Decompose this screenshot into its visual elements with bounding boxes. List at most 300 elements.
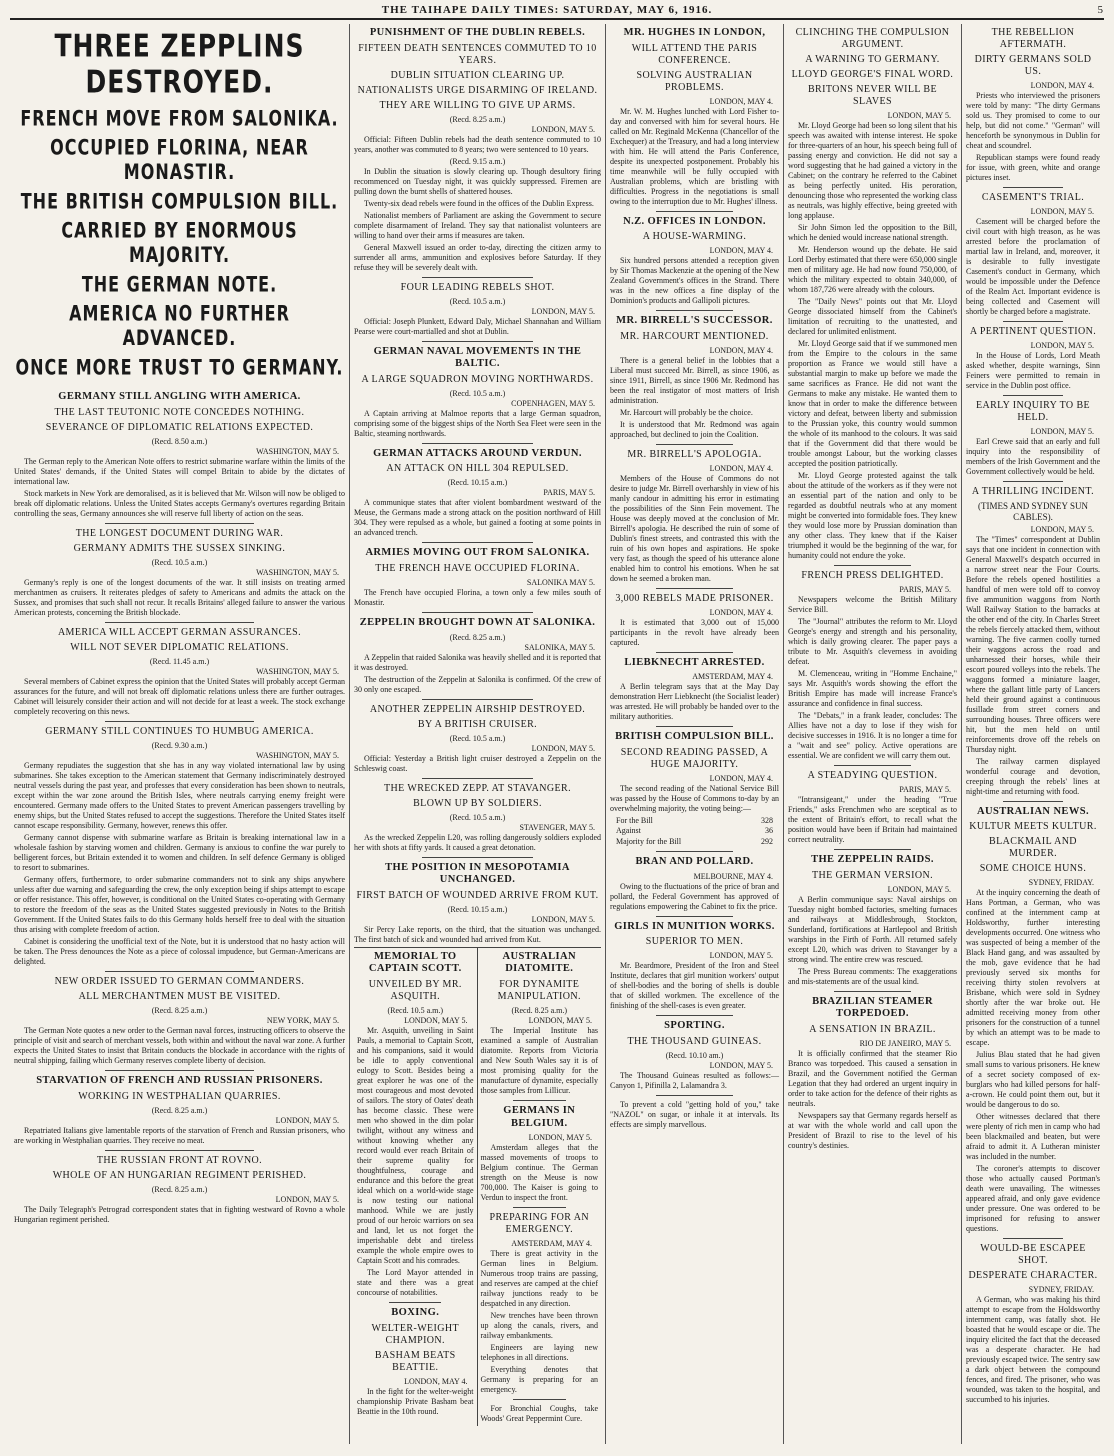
article-paragraph: Mr. Lloyd George said that if we summoned men from the Empire to the colours in the same proportion as France we would still have a substantial margin to make up before we made the same sacrifices as France. He did not want the Germans to make any mistake. He wanted them to know that in order to make the difference between victory and defeat, between liberty and submission to the Prussian yoke, this country would summon the whole of its manhood to the colours. It was said that if the Government did that there would be trouble amongst Labour, but the working classes accepted the position patriotically. <box>788 339 957 468</box>
article-paragraph: Six hundred persons attended a reception given by Sir Thomas Mackenzie at the opening of the New Zealand Government's offices in the Strand. There was in the new offices a fine display of the Dominion's products and Gallipoli pictures. <box>610 256 779 306</box>
vote-row <box>610 826 779 836</box>
article-paragraph: In the House of Lords, Lord Meath asked whether, despite warnings, Sinn Feiners were permitted to remain in service in the Dublin post office. <box>966 351 1100 390</box>
received-time: (Recd. 8.25 a.m.) <box>511 1005 568 1015</box>
article <box>610 856 779 912</box>
received-time: (Recd. 8.50 a.m.) <box>151 437 208 446</box>
article-paragraph: There is a general belief in the lobbies that a Liberal must succeed Mr. Birrell, as since 1906, as since 1911, Birrell, as since 1906 Mr. Redmond has been the real instigator of most matters of Irish administration. <box>610 355 779 405</box>
dateline: WASHINGTON, MAY 5. <box>256 447 339 456</box>
article-paragraph: Official: Fifteen Dublin rebels had the death sentence commuted to 10 years, another was commuted to 8 years; two were sentenced to 10 years. <box>354 134 601 154</box>
dateline: COPENHAGEN, MAY 5. <box>511 398 595 408</box>
article <box>788 854 957 987</box>
article-paragraph: Members of the House of Commons do not desire to judge Mr. Birrell overharshly in view of his manly candour in admitting his error in estimating the possibilities of the Sinn Fein movement. The House was deeply moved at the conclusion of Mr. Birrell's apologia. He described the ruin of some of Dublin's finest streets, and contrasted this with the ruin of his own hopes and aspirations. He spoke very fast, as though the speed of his utterance alone enabled him to control his emotions. When he sat down he seemed a broken man. <box>610 473 779 583</box>
article-paragraph: Cabinet is considering the unofficial text of the Note, but it is understood that no hasty action will be taken. The Press denounces the Note as a piece of colossal impudence, but German-Americans are delighted. <box>14 937 345 966</box>
article-paragraph: Owing to the fluctuations of the price of bran and pollard, the Federal Government has approved of regulations empowering the Cabinet to fix the price. <box>610 881 779 911</box>
article-subhead: (TIMES AND SYDNEY SUN CABLES). <box>978 501 1088 522</box>
divider <box>656 652 732 653</box>
dateline: NEW YORK, MAY 5. <box>266 1016 339 1025</box>
article-paragraph: Sir Percy Lake reports, on the third, that the situation was unchanged. The first batch of sick and wounded had arrived from Kut. <box>354 924 601 944</box>
article-paragraph: The coroner's attempts to discover those who actually caused Portman's death were unavailing. The witnesses appeared afraid, and only gave evidence under pressure. One was ordered to be imprisoned for refusing to answer questions. <box>966 1164 1100 1234</box>
article-paragraph: Newspapers say that Germany regards herself as at war with the whole world and call upon the President of Brazil to rise to the level of his country's destinies. <box>788 1110 957 1150</box>
article-headline: NEW ORDER ISSUED TO GERMAN COMMANDERS. <box>54 976 305 987</box>
divider <box>389 1302 441 1303</box>
article-paragraph: Other witnesses declared that there were plenty of rich men in camp who had been blackmailed and beaten, but were afraid to admit it. A Lutheran minister was included in the number. <box>966 1112 1100 1162</box>
split-left <box>354 948 478 1426</box>
article <box>14 976 345 1066</box>
article-headline: PREPARING FOR AN EMERGENCY. <box>489 1212 589 1236</box>
article-paragraph: A Berlin communique says: Naval airships on Tuesday night bombed factories, smelting furnaces and railways at Middlesbrough, Stockton, Sunderland, fortifications at Hartlepool and British warships in the Firth of Forth. All returned safely except L20, which was driven to Stavanger by a strong wind. The entire crew was rescued. <box>788 894 957 964</box>
vote-row <box>610 837 779 847</box>
article-paragraph: Mr. Harcourt will probably be the choice. <box>620 407 753 417</box>
article-headline: LIEBKNECHT ARRESTED. <box>624 656 765 668</box>
article-subhead: WILL ATTEND THE PARIS CONFERENCE. <box>631 42 758 66</box>
article-paragraph: It is understood that Mr. Redmond was again approached, but declined to join the Coalition. <box>610 419 779 439</box>
dateline: LONDON, MAY 5. <box>531 306 595 316</box>
article <box>14 528 345 618</box>
article-subhead: NATIONALISTS URGE DISARMING OF IRELAND. <box>357 84 598 96</box>
received-time: (Recd. 8.25 a.m.) <box>449 114 506 124</box>
article-paragraph: Germany offers, furthermore, to order submarine commanders not to sink any ships anywhere unless after due warning and safeguarding the crew, the only exception being if ships attempt to escape or offer resistance. This offer, however, is conditional on the United States co-operating with Germany to restore the freedom of the seas as the United States suggested previously in Notes to the British Government. If the United States fails to do this Germany holds herself free to deal with the situation thus arising with complete freedom of action. <box>14 875 345 934</box>
article-headline: AUSTRALIAN NEWS. <box>976 805 1089 817</box>
dateline: LONDON, MAY 4. <box>709 96 773 106</box>
divider <box>834 991 910 992</box>
article-paragraph: The French have occupied Florina, a town only a few miles south of Monastir. <box>354 587 601 607</box>
split-right <box>478 948 602 1426</box>
article <box>14 1075 345 1146</box>
divider <box>105 1150 254 1151</box>
article-subhead: A HOUSE-WARMING. <box>642 231 747 243</box>
article-headline: 3,000 REBELS MADE PRISONER. <box>615 592 774 604</box>
article-headline: GERMANY STILL ANGLING WITH AMERICA. <box>58 391 301 403</box>
article-paragraph: Mr. Henderson wound up the debate. He said Lord Derby estimated that there were 650,000 single men of military age. He had now found 750,000, of which the military expected to obtain 340,000, of whom 187,726 were already with the colours. <box>788 245 957 294</box>
divider <box>656 726 732 727</box>
article <box>354 617 601 695</box>
article-headline: BOXING. <box>391 1306 440 1318</box>
received-time: (Recd. 10.5 a.m.) <box>387 1005 444 1015</box>
advertisement: To prevent a cold "getting hold of you," take "NAZOL" on sugar, or inhale it at intervals. Its effects are simply marvellous. <box>610 1099 779 1129</box>
article <box>610 731 779 847</box>
article-headline: GERMANY STILL CONTINUES TO HUMBUG AMERICA. <box>45 726 314 737</box>
dateline: LONDON, MAY 4. <box>404 1376 468 1386</box>
vote-count: 292 <box>761 836 773 846</box>
article <box>966 1243 1100 1405</box>
article-subhead: SECOND READING PASSED, A HUGE MAJORITY. <box>620 746 769 770</box>
article <box>354 862 601 945</box>
article-subhead: SEVERANCE OF DIPLOMATIC RELATIONS EXPECTED. <box>45 422 314 433</box>
article-subhead: AN ATTACK ON HILL 304 REPULSED. <box>386 463 569 475</box>
article-paragraph: Several members of Cabinet express the opinion that the United States will probably accept German assurances for the future, and will not break off diplomatic relations unless there are further outrages. Cabinet will leisurely consider their action and will not decide for at least a week. The stock exchange completely recovering on this news. <box>14 677 345 716</box>
divider <box>105 721 254 722</box>
article-headline: CASEMENT'S TRIAL. <box>981 192 1085 203</box>
article-headline: AMERICA WILL ACCEPT GERMAN ASSURANCES. <box>57 627 302 638</box>
article-paragraph: Everything denotes that Germany is preparing for an emergency. <box>480 1365 598 1395</box>
dateline: WASHINGTON, MAY 5. <box>256 751 339 760</box>
divider <box>656 851 732 852</box>
article <box>354 448 601 539</box>
article-paragraph: Germany repudiates the suggestion that she has in any way violated international law by using submarines. She takes exception to the American statement that Germany indiscriminately destroyed neutral vessels during the past year, and professes that every consideration has been shown to neutrals, except within the war zone around the British Isles, where neutrals carrying enemy freight were encountered. Germany made offers to the United States to prevent American passengers travelling by enemy ships, but the United States refused to accept the suggestions. Therefore the United States itself cannot escape responsibility. Germany, however, renews this offer. <box>14 761 345 830</box>
article <box>788 996 957 1151</box>
main-headline: THREE ZEPPLINS DESTROYED. <box>54 27 305 100</box>
divider <box>422 612 533 613</box>
article-paragraph: General Maxwell issued an order to-day, directing the citizen army to surrender all arms, ammunition and explosives before Saturday. If they refuse they will be severely dealt with. <box>354 242 601 272</box>
article-paragraph: A Zeppelin that raided Salonika was heavily shelled and it is reported that it was destroyed. <box>354 652 601 672</box>
article-paragraph: M. Clemenceau, writing in "Homme Enchaine," says Mr. Asquith's words showing the effort the British Empire has made will increase France's assurance and confidence in final success. <box>788 669 957 708</box>
received-time: (Recd. 10.15 a.m.) <box>447 478 508 488</box>
headline-line: ONCE MORE TRUST TO GERMANY. <box>15 354 344 381</box>
article-paragraph: Julius Blau stated that he had given small sums to various prisoners. He knew of a secret society composed of ex-burglars who had killed persons for half-a-crown. He could point them out, but it would be dangerous to do so. <box>966 1050 1100 1110</box>
divider <box>656 310 732 311</box>
article-subhead: BASHAM BEATS BEATTIE. <box>374 1349 456 1373</box>
dateline: LONDON, MAY 5. <box>887 111 951 120</box>
article-paragraph: Mr. W. M. Hughes lunched with Lord Fisher to-day and conversed with him for several hours. He called on Mr. Reginald McKenna (Chancellor of the Exchequer) at the Treasury, and had a long interview with him. He will attend the Paris Conference, despite its unexpected postponement. Probably his time meanwhile will be fully occupied with Australian problems, which are bristling with difficulties. Progress in the negotiations is small owing to the interruption due to Mr. Hughes' illness. <box>610 106 779 206</box>
article-paragraph: There is great activity in the German lines in Belgium. Numerous troop trains are passing, and reserves are camped at the chief railway junctions ready to be despatched in any direction. <box>480 1249 598 1309</box>
divider <box>105 1070 254 1071</box>
article-subhead: BY A BRITISH CRUISER. <box>417 718 538 730</box>
article-paragraph: Amsterdam alleges that the massed movements of troops to Belgium continue. The German strength on the Meuse is now 700,000. The Kaiser is going to Verdun to inspect the front. <box>480 1143 598 1203</box>
dateline: WASHINGTON, MAY 5. <box>256 568 339 577</box>
article-paragraph: The railway carmen displayed wonderful courage and devotion, creeping through the rebels' lines at night-time and returning with food. <box>966 756 1100 796</box>
article-subhead: A LARGE SQUADRON MOVING NORTHWARDS. <box>361 373 594 385</box>
article-subhead: DUBLIN SITUATION CLEARING UP. <box>390 69 565 81</box>
received-time: (Recd. 9.30 a.m.) <box>151 741 208 750</box>
vote-row <box>610 816 779 826</box>
column-2 <box>350 24 606 1444</box>
article-paragraph: As the wrecked Zeppelin L20, was rolling dangerously soldiers exploded her with shots at fifty yards. It caused a great detonation. <box>354 832 601 852</box>
article <box>354 704 601 774</box>
article-headline: ANOTHER ZEPPELIN AIRSHIP DESTROYED. <box>369 703 586 715</box>
dateline: LONDON, MAY 5. <box>1030 427 1094 436</box>
divider <box>1003 1238 1063 1239</box>
divider <box>656 1095 732 1096</box>
dateline: LONDON, MAY 4. <box>709 773 773 783</box>
article <box>610 593 779 648</box>
article-headline: BRITISH COMPULSION BILL. <box>615 731 774 743</box>
divider <box>105 523 254 524</box>
dateline: STAVENGER, MAY 5. <box>519 822 595 832</box>
headline-line: OCCUPIED FLORINA, NEAR MONASTIR. <box>50 134 309 185</box>
article-subhead: WELTER-WEIGHT CHAMPION. <box>371 1322 460 1346</box>
article <box>610 27 779 207</box>
received-time: (Recd. 10.15 a.m.) <box>447 904 508 914</box>
article-paragraph: In the fight for the welter-weight championship Private Basham beat Beattie in the 10th round. <box>357 1386 474 1416</box>
article-paragraph: Twenty-six dead rebels were found in the offices of the Dublin Express. <box>364 198 594 208</box>
dateline: LONDON, MAY 4. <box>709 607 773 617</box>
article-subhead: LLOYD GEORGE'S FINAL WORD. <box>791 69 954 80</box>
split-section <box>354 947 601 1426</box>
vote-label: Majority for the Bill <box>616 836 682 846</box>
article-paragraph: It is estimated that 3,000 out of 15,000 participants in the revolt have already been captured. <box>610 617 779 647</box>
article-paragraph: In Dublin the situation is slowly clearing up. Though desultory firing recommenced on Tuesday night, it was quickly suppressed. Firemen are pulling down the burnt shells of shattered houses. <box>354 166 601 196</box>
article <box>14 1155 345 1225</box>
article-headline: ZEPPELIN BROUGHT DOWN AT SALONIKA. <box>359 616 596 628</box>
headline-line: CARRIED BY ENORMOUS MAJORITY. <box>61 217 298 268</box>
article <box>354 27 601 273</box>
article-subhead: A WARNING TO GERMANY. <box>805 54 940 65</box>
article-paragraph: Official: Yesterday a British light cruiser destroyed a Zeppelin on the Schleswig coast. <box>354 753 601 773</box>
divider <box>834 849 910 850</box>
article-paragraph: At the inquiry concerning the death of Hans Portman, a German, who was confined at the internment camp at Holdsworthy, further interesting developments occurred. One witness who was suspected of being a member of the Black Hand gang, and was assaulted by the mob, gave evidence that he had previously served six months for receiving thirty stolen revolvers at Brisbane, which were sold in Sydney shortly after the war broke out. He admitted receiving money from other prisoners for the construction of a tunnel by which an attempt was to be made to escape. <box>966 888 1100 1048</box>
article-subhead: FIFTEEN DEATH SENTENCES COMMUTED TO 10 YEARS. <box>358 42 597 66</box>
article-headline: STARVATION OF FRENCH AND RUSSIAN PRISONERS. <box>36 1075 323 1086</box>
masthead-title: THE TAIHAPE DAILY TIMES: SATURDAY, MAY 6, 1916. <box>381 4 713 16</box>
received-time: (Recd. 8.25 a.m.) <box>151 1105 208 1115</box>
article-paragraph: Casement will be charged before the civil court with high treason, as he was arrested before the proclamation of martial law in Ireland, and, moreover, it is desirable to fully investigate Casement's conduct in Germany, which would be impossible under the Defence of the Realm Act. Important evidence is being collected and Casement will shortly be charged before a magistrate. <box>966 217 1100 316</box>
divider <box>422 277 533 278</box>
article <box>354 547 601 608</box>
article-subhead: DIRTY GERMANS SOLD US. <box>974 54 1092 77</box>
received-time: (Recd. 10.5 a.m.) <box>151 558 208 567</box>
divider <box>422 341 533 342</box>
article-paragraph: The Lord Mayor attended in state and there was a great concourse of notabilities. <box>357 1267 474 1297</box>
article-subhead: THE FRENCH HAVE OCCUPIED FLORINA. <box>375 562 580 574</box>
article-paragraph: Mr. Beardmore, President of the Iron and Steel Institute, declares that girl munition workers' output of shell-bodies and the boring of shells is double that of skilled workmen. The excellence of the finishing of the shell-cases is even greater. <box>610 961 779 1011</box>
article <box>354 783 601 853</box>
article-paragraph: Sir John Simon led the opposition to the Bill, which he denied would increase national strength. <box>788 223 957 242</box>
article-headline: A PERTINENT QUESTION. <box>969 326 1097 337</box>
article-paragraph: A German, who was making his third attempt to escape from the Holdsworthy internment camp, was fatally shot. He boasted that he would escape or die. The inquiry elicited the fact that the deceased was a desperate character. He had previously escaped twice. The sentry saw a dark object between the compound fences, and fired. The prisoner, who was wounded, was taken to the hospital, and succumbed to his injuries. <box>966 1295 1100 1405</box>
dateline: PARIS, MAY 5. <box>543 488 595 498</box>
article-subhead: FOR DYNAMITE MANIPULATION. <box>497 978 581 1002</box>
dateline: LONDON, MAY 5. <box>531 743 595 753</box>
divider <box>422 443 533 444</box>
divider <box>422 857 533 858</box>
dateline: MELBOURNE, MAY 4. <box>693 871 773 881</box>
received-time: (Recd. 8.25 a.m.) <box>449 632 506 642</box>
dateline: SYDNEY, FRIDAY. <box>1028 878 1094 888</box>
divider <box>422 542 533 543</box>
dateline: PARIS, MAY 5. <box>899 785 951 794</box>
article-headline: CLINCHING THE COMPULSION ARGUMENT. <box>795 27 950 50</box>
headline-line: FRENCH MOVE FROM SALONIKA. <box>20 104 339 131</box>
article-paragraph: Stock markets in New York are demoralised, as it is believed that Mr. Wilson will now be obliged to break off diplomatic relations. Unless the United States accepts Germany's overtures regarding Britain controlling the seas, Germany announces she will reserve full liberty of action on the seas. <box>14 489 345 518</box>
article <box>788 770 957 845</box>
article-subhead: WILL NOT SEVER DIPLOMATIC RELATIONS. <box>70 642 289 653</box>
article-subhead: UNVEILED BY MR. ASQUITH. <box>368 978 462 1002</box>
article-paragraph: Mr. Lloyd George had been so long silent that his speech was awaited with intense interest. He spoke for three-quarters of an hour, his speech being full of passing energy and conviction. He did not say a word suggesting that he had gained a victory in the Cabinet; on the contrary he referred to the Cabinet as being perfectly united. His peroration, denouncing those who represented the working class as neutrals, was highly effective, being greeted with long applause. <box>788 121 957 220</box>
divider <box>656 588 732 589</box>
article-headline: ARMIES MOVING OUT FROM SALONIKA. <box>365 547 590 559</box>
article <box>610 315 779 440</box>
dateline: LONDON, MAY 4. <box>1030 81 1094 90</box>
article-paragraph: The "Times" correspondent at Dublin says that one incident in connection with General Maxwell's despatch occurred in a narrow street near the Four Courts. Before the rebels opened hostilities a handful of men were told off to convoy five ammunition waggons from North Wall Railway Station to the barracks at the other end of the city. In Charles Street the rebels fiercely attacked them, without warning. The five carmen coolly turned their waggons across the road and unharnessed their horses, while their escort poured volleys into the rebels. The waggons formed a miniature laager, where the gallant little party of Lancers held their ground against a continuous fusillade from street corners and surrounding houses. Three officers were hit, but the men held on until reinforcements drove off the rebels on Thursday night. <box>966 534 1100 754</box>
article-paragraph: The German Note quotes a new order to the German naval forces, instructing officers to observe the principle of visit and search of merchant vessels, both within and without the naval war zone. A further expects the United States to insist that Britain conducts the blockade in accordance with the rights of neutral shipping, failing which Germany reserves complete liberty of decision. <box>14 1026 345 1065</box>
article <box>966 192 1100 317</box>
dateline: PARIS, MAY 5. <box>899 585 951 594</box>
dateline: LONDON, MAY 5. <box>709 1060 773 1070</box>
article-headline: EARLY INQUIRY TO BE HELD. <box>975 400 1091 423</box>
article-headline: THE WRECKED ZEPP. AT STAVANGER. <box>384 782 571 794</box>
article-subhead: THEY ARE WILLING TO GIVE UP ARMS. <box>379 99 576 111</box>
received-time: (Recd. 10.5 a.m.) <box>449 733 506 743</box>
dateline: LONDON, MAY 5. <box>531 124 595 134</box>
divider <box>656 1015 732 1016</box>
article <box>966 486 1100 797</box>
article-subhead: BRITONS NEVER WILL BE SLAVES <box>807 84 938 107</box>
article <box>966 400 1100 477</box>
dateline: LONDON, MAY 5. <box>709 951 773 961</box>
dateline: SYDNEY, FRIDAY. <box>1028 1285 1094 1295</box>
divider <box>513 1207 566 1208</box>
divider <box>513 1100 566 1101</box>
article-paragraph: The Press Bureau comments: The exaggerations and mis-statements are of the usual kind. <box>788 966 957 986</box>
article-subhead: FIRST BATCH OF WOUNDED ARRIVE FROM KUT. <box>356 889 599 901</box>
vote-count: 36 <box>765 826 773 836</box>
dateline: LONDON, MAY 5. <box>404 1015 468 1025</box>
dateline: RIO DE JANEIRO, MAY 5. <box>859 1038 951 1048</box>
divider <box>1003 187 1063 188</box>
article-subhead: WORKING IN WESTPHALIAN QUARRIES. <box>78 1090 281 1102</box>
article <box>14 627 345 717</box>
article-paragraph: Nationalist members of Parliament are asking the Government to secure complete disarmament of Ireland. They say that nationalist volunteers are willing to hand over their arms if measures are taken. <box>354 210 601 240</box>
dateline: LONDON, MAY 4. <box>709 463 773 473</box>
article <box>788 27 957 561</box>
dateline: SALONIKA MAY 5. <box>526 577 595 587</box>
dateline: AMSTERDAM, MAY 4. <box>692 672 773 682</box>
received-time: (Recd. 10.5 a.m.) <box>449 296 506 306</box>
received-time: (Recd. 10.5 a.m.) <box>449 812 506 822</box>
article-headline: THE POSITION IN MESOPOTAMIA UNCHANGED. <box>385 861 570 886</box>
vote-label: Against <box>616 826 641 836</box>
article-subhead: A SENSATION IN BRAZIL. <box>809 1023 936 1035</box>
article <box>966 806 1100 1235</box>
article-subhead: WHOLE OF AN HUNGARIAN REGIMENT PERISHED. <box>52 1169 307 1181</box>
article-headline: THE RUSSIAN FRONT AT ROVNO. <box>96 1154 263 1166</box>
article-subhead: SOME CHOICE HUNS. <box>979 863 1087 875</box>
dateline: LONDON, MAY 5. <box>528 1133 592 1143</box>
article-headline: MR. BIRRELL'S SUCCESSOR. <box>616 315 773 327</box>
dateline: LONDON, MAY 5. <box>275 1194 339 1204</box>
article-subhead: THE GERMAN VERSION. <box>811 869 934 881</box>
article <box>610 449 779 584</box>
dateline: LONDON, MAY 5. <box>531 914 595 924</box>
masthead <box>10 4 1104 20</box>
article <box>14 391 345 519</box>
divider <box>656 916 732 917</box>
article <box>966 27 1100 183</box>
divider <box>105 622 254 623</box>
article-subhead: BLOWN UP BY SOLDIERS. <box>413 797 542 809</box>
article-headline: MEMORIAL TO CAPTAIN SCOTT. <box>368 950 462 975</box>
divider <box>513 1399 566 1400</box>
article-paragraph: Germany cannot dispense with submarine warfare as Britain is breaking international law in a wholesale fashion by starving women and children. Germany is anxious to confine the war purely to belligerent forces, but Britain extended it to women and children. In self defence Germany is obliged to resort to submarines. <box>14 833 345 872</box>
article-headline: THE LONGEST DOCUMENT DURING WAR. <box>75 528 284 539</box>
article-headline: BRAZILIAN STEAMER TORPEDOED. <box>812 995 933 1020</box>
article-paragraph: A Berlin telegram says that at the May Day demonstration Herr Liebknecht (the Socialist leader) was arrested. He will probably be handed over to the military authorities. <box>610 682 779 722</box>
article-subhead: KULTUR MEETS KULTUR. <box>969 821 1097 833</box>
article-headline: WOULD-BE ESCAPEE SHOT. <box>980 1243 1086 1267</box>
article-headline: AUSTRALIAN DIATOMITE. <box>502 950 576 975</box>
article-headline: PUNISHMENT OF THE DUBLIN REBELS. <box>369 27 586 38</box>
article-headline: THE ZEPPELIN RAIDS. <box>811 854 934 865</box>
article-paragraph: Germany's reply is one of the longest documents of the war. It still insists on treating armed merchantmen as cruisers. It reiterates pledges of safety to Americans and admits the attack on the Sussex, and promises that such shall not recur. It recalls Britains' alleged failure to answer the various American protests, concerning the British blockade. <box>14 578 345 617</box>
received-time: (Recd. 10.10 am.) <box>665 1050 724 1060</box>
article <box>14 726 345 967</box>
article-headline: GERMAN ATTACKS AROUND VERDUN. <box>373 447 582 459</box>
article-paragraph: Newspapers welcome the British Military Service Bill. <box>788 595 957 614</box>
article-subhead: SUPERIOR TO MEN. <box>645 936 744 948</box>
article-paragraph: Earl Crewe said that an early and full inquiry into the responsibility of members of the Irish Government and the Government collectively would be held. <box>966 437 1100 476</box>
article-headline: THE REBELLION AFTERMATH. <box>991 27 1075 50</box>
article <box>966 326 1100 391</box>
divider <box>834 765 910 766</box>
article-paragraph: Official: Joseph Plunkett, Edward Daly, Michael Shannahan and William Pearse were court-martialled and shot at Dublin. <box>354 316 601 336</box>
article-headline: SPORTING. <box>664 1020 725 1032</box>
divider <box>422 699 533 700</box>
article-subhead: MR. HARCOURT MENTIONED. <box>620 330 769 342</box>
column-4 <box>784 24 962 1444</box>
article-headline: FRENCH PRESS DELIGHTED. <box>801 570 944 581</box>
article-paragraph: The "Daily News" points out that Mr. Lloyd George dissociated himself from the Cabinet's limitation of recruiting to the unattested, and declared for unlimited enlistment. <box>788 297 957 336</box>
divider <box>105 971 254 972</box>
article-headline: MR. HUGHES IN LONDON, <box>623 27 766 38</box>
article-paragraph: The second reading of the National Service Bill was passed by the House of Commons to-day by an overwhelming majority, the voting being:— <box>610 783 779 813</box>
headline-line: AMERICA NO FURTHER ADVANCED. <box>69 300 290 351</box>
dateline: SALONIKA, MAY 5. <box>524 642 595 652</box>
received-time: (Recd. 11.45 a.m.) <box>149 657 210 666</box>
received-time: (Recd. 8.25 a.m.) <box>151 1006 208 1015</box>
article-headline: GIRLS IN MUNITION WORKS. <box>614 920 775 932</box>
divider <box>834 565 910 566</box>
dateline: LONDON, MAY 5. <box>1030 341 1094 350</box>
divider <box>1003 321 1063 322</box>
article <box>610 657 779 723</box>
vote-label: For the Bill <box>616 815 653 825</box>
vote-count: 328 <box>761 815 773 825</box>
article-paragraph: The German reply to the American Note offers to restrict submarine warfare within the limits of the United States' demands, if the United States will compel Britain to abide by the dictates of international law. <box>14 457 345 486</box>
article-headline: GERMAN NAVAL MOVEMENTS IN THE BALTIC. <box>373 345 582 370</box>
column-1 <box>10 24 350 1444</box>
article-subhead: GERMANY ADMITS THE SUSSEX SINKING. <box>73 543 286 554</box>
article-paragraph: A Captain arriving at Malmoe reports that a large German squadron, comprising some of the biggest ships of the North Sea Fleet were seen in the Baltic, steaming northwards. <box>354 408 601 438</box>
column-5 <box>962 24 1104 1444</box>
article-headline: A THRILLING INCIDENT. <box>971 486 1095 497</box>
received-time: (Recd. 10.5 a.m.) <box>449 388 506 398</box>
article-paragraph: The destruction of the Zeppelin at Salonika is confirmed. Of the crew of 30 only one escaped. <box>354 674 601 694</box>
received-time: (Recd. 9.15 a.m.) <box>449 156 506 166</box>
article-subhead: THE THOUSAND GUINEAS. <box>627 1035 762 1047</box>
article-headline: A STEADYING QUESTION. <box>807 770 938 781</box>
advertisement: For Bronchial Coughs, take Woods' Great Peppermint Cure. <box>480 1404 598 1424</box>
headline-line: THE BRITISH COMPULSION BILL. <box>20 188 339 214</box>
article-paragraph: Mr. Asquith, unveiling in Saint Pauls, a memorial to Captain Scott, and his companions, said it would be idle to apply conventional eulogy to Scott. Besides being a great explorer he was one of the most courageous and most devoted of sailors. The story of Oates' death has become classic. These were men who showed in the dim polar twilight, without any witness and without knowing whether any record would ever reach Britain of their supreme quality for thoughtfulness, courage and endurance and this before the great ideal which on a world-wide stage is now testing our national manhood. While we are justly proud of our heroic warriors on sea and land, let us not forget the imperishable debt and tireless example the whole empire owes to Captain Scott and his comrades. <box>357 1025 474 1265</box>
dateline: LONDON, MAY 5. <box>1030 207 1094 216</box>
dateline: LONDON, MAY 5. <box>275 1115 339 1125</box>
article-paragraph: Republican stamps were found ready for issue, with green, white and orange pictures inset. <box>966 153 1100 182</box>
article-paragraph: Engineers are laying new telephones in all directions. <box>480 1343 598 1363</box>
article <box>610 1020 779 1091</box>
article-subhead: THE LAST TEUTONIC NOTE CONCEDES NOTHING. <box>54 407 305 418</box>
article <box>788 570 957 761</box>
article-paragraph: Priests who interviewed the prisoners were told by many: "The dirty Germans sold us. They promised to come to our help, but did not come." "German" will henceforth be synonymous in Dublin for cheat and scoundrel. <box>966 91 1100 150</box>
article <box>354 282 601 337</box>
article <box>354 346 601 439</box>
article-paragraph: The "Debats," in a frank leader, concludes: The Allies have not a day to lose if they wish for decisive successes in 1916. It is no longer a time for a "wait and see" policy. Active operations are essential. We are confident we will carry them out. <box>788 711 957 760</box>
divider <box>422 778 533 779</box>
divider <box>1003 481 1063 482</box>
dateline: WASHINGTON, MAY 5. <box>256 667 339 676</box>
article <box>610 921 779 1012</box>
article-paragraph: A communique states that after violent bombardment westward of the Meuse, the Germans made a strong attack on the position northward of Hill 304. They were repulsed as a whole, but gained a footing at some points in an advanced trench. <box>354 498 601 538</box>
divider <box>656 444 732 445</box>
article-subhead: DESPERATE CHARACTER. <box>968 1270 1098 1282</box>
article-paragraph: New trenches have been thrown up along the canals, rivers, and railway embankments. <box>480 1311 598 1341</box>
article-headline: GERMANS IN BELGIUM. <box>503 1104 576 1129</box>
article-paragraph: The Daily Telegraph's Petrograd correspondent states that in fighting westward of Rovno a whole Hungarian regiment perished. <box>14 1204 345 1224</box>
article-paragraph: It is officially confirmed that the steamer Rio Branco was torpedoed. This caused a sensation in Brazil, and the Government notified the German Legation that they had ordered an urgent inquiry in order to take action for the defence of their rights as neutrals. <box>788 1048 957 1108</box>
article-headline: BRAN AND POLLARD. <box>635 856 754 868</box>
article-paragraph: Repatriated Italians give lamentable reports of the starvation of French and Russian prisoners, who are working in Westphalian quarries. They receive no meat. <box>14 1125 345 1145</box>
article-paragraph: "Intransigeant," under the heading "True Friends," asks Frenchmen who are sceptical as to the extent of Britain's effort, to recall what the position would have been if Britain had maintained correct neutrality. <box>788 795 957 844</box>
article-subhead: ALL MERCHANTMEN MUST BE VISITED. <box>78 991 281 1002</box>
